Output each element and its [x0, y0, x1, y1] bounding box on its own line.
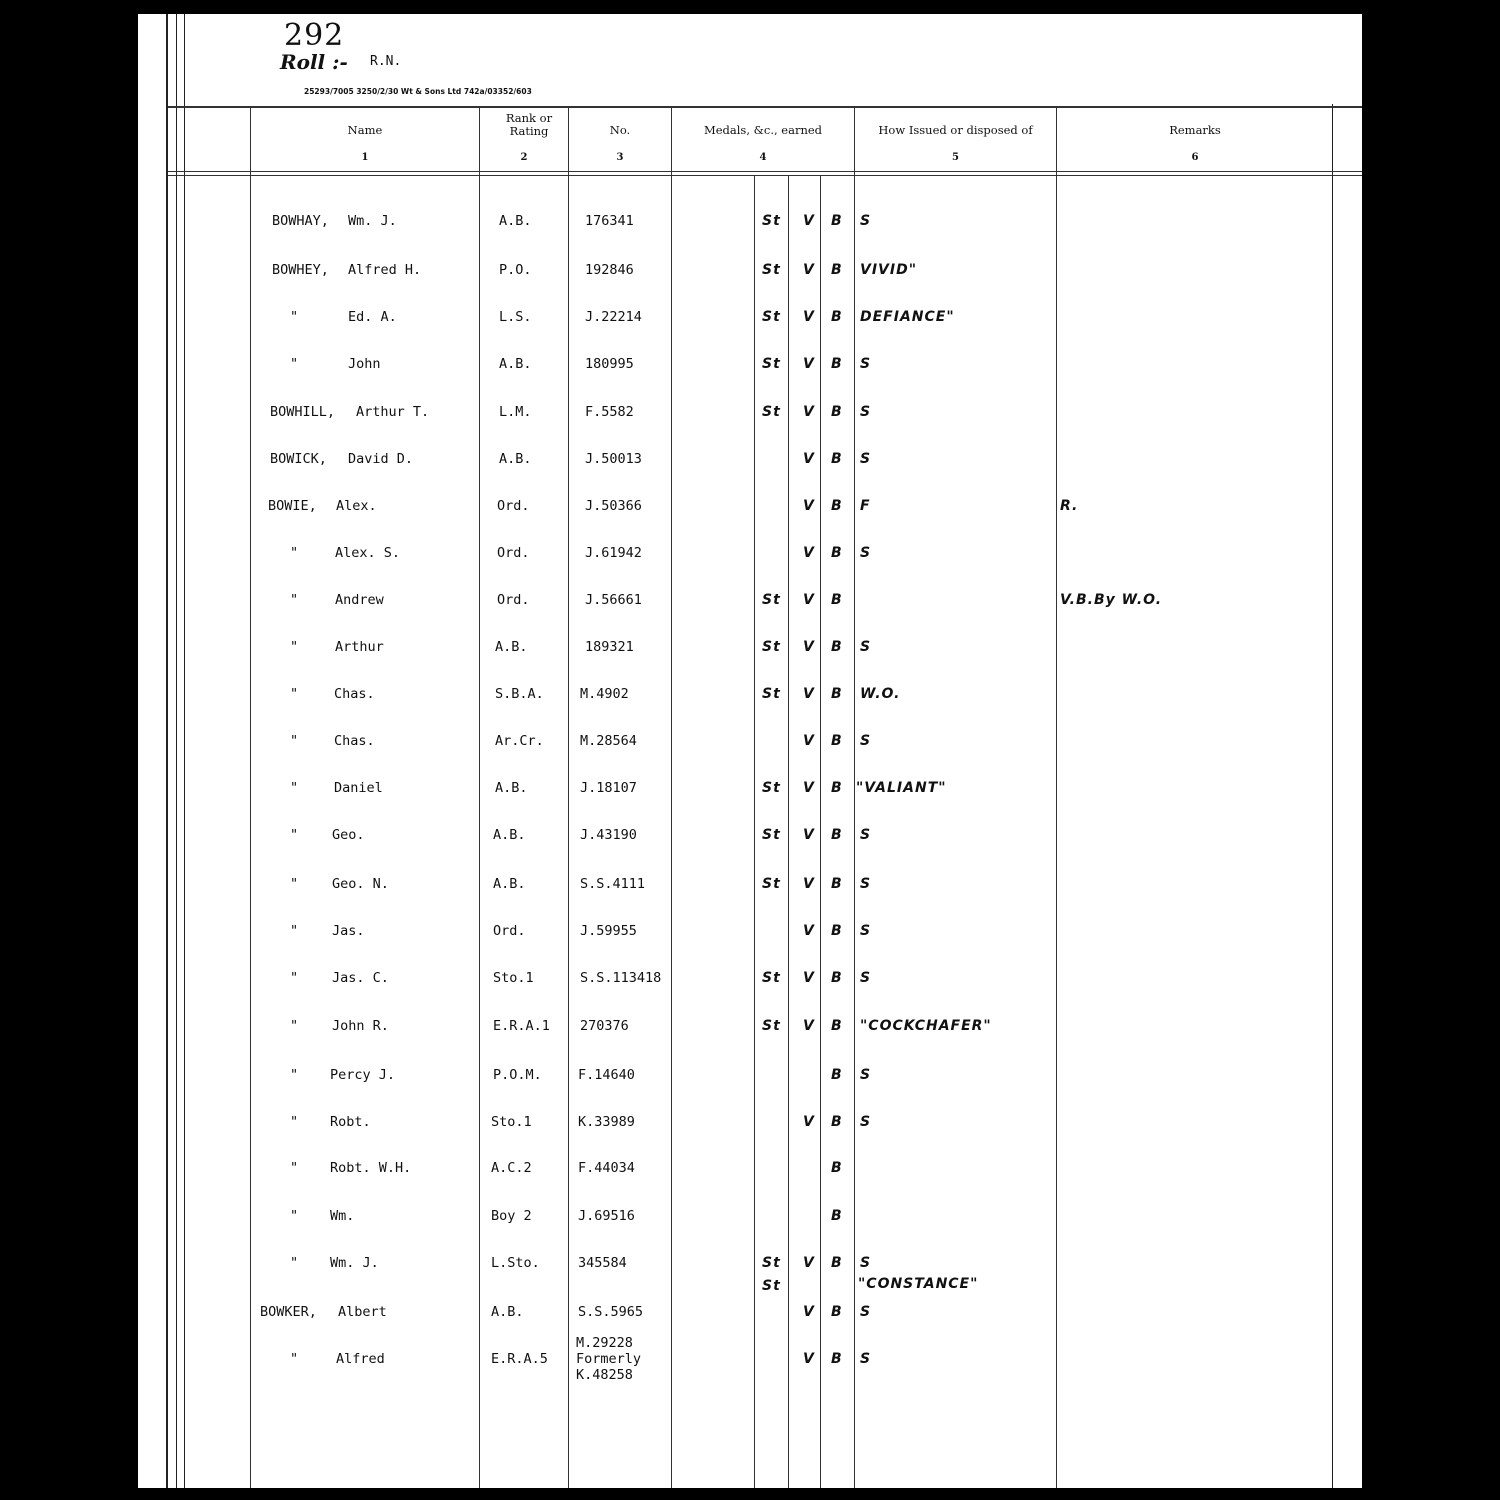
rank: Ord.	[493, 923, 526, 939]
forename: Arthur T.	[356, 404, 430, 420]
victory-medal: V	[803, 876, 815, 892]
victory-medal: V	[803, 1018, 815, 1034]
victory-medal: V	[803, 262, 815, 278]
british-medal: B	[831, 876, 843, 892]
issued-note: VIVID"	[860, 262, 918, 278]
table-row	[138, 1114, 1362, 1144]
british-medal: B	[831, 404, 843, 420]
surname: "	[290, 970, 299, 986]
victory-medal: V	[803, 213, 815, 229]
surname: "	[290, 639, 299, 655]
star-medal: St	[762, 1255, 781, 1271]
star-medal: St	[762, 1278, 781, 1294]
rank: A.B.	[495, 639, 528, 655]
table-row	[138, 686, 1362, 716]
star-medal: St	[762, 970, 781, 986]
british-medal: B	[831, 498, 843, 514]
forename: Jas.	[332, 923, 365, 939]
british-medal: B	[831, 923, 843, 939]
victory-medal: V	[803, 451, 815, 467]
rank: Ar.Cr.	[495, 733, 544, 749]
issued-note: S	[860, 451, 872, 467]
issued-note: S	[860, 1351, 872, 1367]
victory-medal: V	[803, 686, 815, 702]
issued-note: S	[860, 213, 872, 229]
col-name-title: Name	[347, 123, 383, 137]
issued-note: S	[860, 1067, 872, 1083]
col-name-number: 1	[361, 152, 369, 163]
service-number: J.50366	[585, 498, 642, 514]
british-medal: B	[831, 1067, 843, 1083]
british-medal: B	[831, 262, 843, 278]
roll-label: Roll :-	[280, 50, 348, 74]
service-number: J.61942	[585, 545, 642, 561]
forename: Geo. N.	[332, 876, 389, 892]
forename: Wm.	[330, 1208, 355, 1224]
surname: "	[290, 545, 299, 561]
table-row	[138, 1067, 1362, 1097]
british-medal: B	[831, 592, 843, 608]
issued-note: S	[860, 1304, 872, 1320]
col-rank-number: 2	[520, 152, 528, 163]
rank: L.S.	[499, 309, 532, 325]
forename: Chas.	[334, 733, 375, 749]
forename: Robt.	[330, 1114, 371, 1130]
british-medal: B	[831, 1351, 843, 1367]
forename: Andrew	[335, 592, 384, 608]
remarks-note: R.	[1060, 498, 1079, 514]
star-medal: St	[762, 309, 781, 325]
table-row	[138, 733, 1362, 763]
service-number: J.59955	[580, 923, 637, 939]
table-row	[138, 592, 1362, 622]
rank: L.M.	[499, 404, 532, 420]
col-medals-title: Medals, &c., earned	[703, 123, 823, 137]
table-row	[138, 498, 1362, 528]
table-row	[138, 1335, 1362, 1383]
table-row	[138, 780, 1362, 810]
british-medal: B	[831, 733, 843, 749]
service-number: J.43190	[580, 827, 637, 843]
service-number: S.S.113418	[580, 970, 662, 986]
service-number: J.56661	[585, 592, 642, 608]
remarks-note: V.B.By W.O.	[1060, 592, 1163, 608]
british-medal: B	[831, 970, 843, 986]
forename: Alfred H.	[348, 262, 422, 278]
forename: John R.	[332, 1018, 389, 1034]
surname: "	[290, 876, 299, 892]
forename: Wm. J.	[348, 213, 397, 229]
forename: Geo.	[332, 827, 365, 843]
issued-note: S	[860, 1255, 872, 1271]
service-number: J.50013	[585, 451, 642, 467]
service-number: 176341	[585, 213, 634, 229]
table-row	[138, 545, 1362, 575]
col-medals-number: 4	[759, 152, 767, 163]
table-row	[138, 213, 1362, 243]
issued-note: S	[860, 876, 872, 892]
col-issued-title: How Issued or disposed of	[878, 123, 1033, 137]
surname: "	[290, 923, 299, 939]
rank: E.R.A.5	[491, 1351, 548, 1367]
service-number: M.4902	[580, 686, 629, 702]
service-number: 189321	[585, 639, 634, 655]
table-row	[138, 1208, 1362, 1238]
forename: Ed. A.	[348, 309, 397, 325]
table-top-rule	[168, 106, 1362, 108]
rank: A.B.	[499, 213, 532, 229]
service-number: M.29228	[576, 1335, 633, 1351]
service-number: 180995	[585, 356, 634, 372]
issued-note: S	[860, 356, 872, 372]
star-medal: St	[762, 1018, 781, 1034]
surname: "	[290, 356, 299, 372]
issued-note: S	[860, 404, 872, 420]
table-row	[138, 262, 1362, 292]
british-medal: B	[831, 309, 843, 325]
british-medal: B	[831, 451, 843, 467]
surname: "	[290, 1255, 299, 1271]
table-row	[138, 1018, 1362, 1048]
surname: BOWHAY,	[272, 213, 329, 229]
service-number: S.S.4111	[580, 876, 646, 892]
forename: Percy J.	[330, 1067, 396, 1083]
surname: "	[290, 1351, 299, 1367]
surname: BOWKER,	[260, 1304, 317, 1320]
table-row	[138, 404, 1362, 434]
british-medal: B	[831, 639, 843, 655]
service-number: S.S.5965	[578, 1304, 644, 1320]
surname: "	[290, 1018, 299, 1034]
service-number: K.33989	[578, 1114, 635, 1130]
roll-sheet	[138, 14, 1362, 1488]
surname: "	[290, 780, 299, 796]
forename: David D.	[348, 451, 414, 467]
victory-medal: V	[803, 827, 815, 843]
table-row	[138, 827, 1362, 857]
rank: A.C.2	[491, 1160, 532, 1176]
issued-note: S	[860, 923, 872, 939]
service-number: J.22214	[585, 309, 642, 325]
surname: "	[290, 1208, 299, 1224]
rank: Sto.1	[493, 970, 534, 986]
rank: L.Sto.	[491, 1255, 540, 1271]
forename: Daniel	[334, 780, 383, 796]
british-medal: B	[831, 1114, 843, 1130]
forename: Albert	[338, 1304, 387, 1320]
victory-medal: V	[803, 309, 815, 325]
issued-note: S	[860, 827, 872, 843]
surname: "	[290, 592, 299, 608]
issued-note: F	[860, 498, 871, 514]
rank: A.B.	[499, 451, 532, 467]
british-medal: B	[831, 1208, 843, 1224]
star-medal: St	[762, 213, 781, 229]
victory-medal: V	[803, 1304, 815, 1320]
rank: A.B.	[499, 356, 532, 372]
rank: Ord.	[497, 498, 530, 514]
table-row	[138, 970, 1362, 1000]
star-medal: St	[762, 780, 781, 796]
issued-note: W.O.	[860, 686, 901, 702]
table-row	[138, 876, 1362, 906]
british-medal: B	[831, 356, 843, 372]
forename: Jas. C.	[332, 970, 389, 986]
star-medal: St	[762, 827, 781, 843]
rank: P.O.	[499, 262, 532, 278]
star-medal: St	[762, 404, 781, 420]
issued-note: S	[860, 733, 872, 749]
service-number-note: Formerly	[576, 1351, 642, 1367]
table-row	[138, 451, 1362, 481]
british-medal: B	[831, 780, 843, 796]
surname: BOWIE,	[268, 498, 317, 514]
table-row	[138, 1160, 1362, 1190]
forename: Alfred	[336, 1351, 385, 1367]
col-remarks-title: Remarks	[1169, 123, 1221, 137]
victory-medal: V	[803, 592, 815, 608]
surname: "	[290, 1114, 299, 1130]
rank: Boy 2	[491, 1208, 532, 1224]
printer-line: 25293/7005 3250/2/30 Wt & Sons Ltd 742a/03352/603	[304, 87, 532, 96]
issued-note: DEFIANCE"	[860, 309, 955, 325]
service-number: F.14640	[578, 1067, 635, 1083]
issued-note: "VALIANT"	[856, 780, 947, 796]
victory-medal: V	[803, 639, 815, 655]
victory-medal: V	[803, 733, 815, 749]
rank: Ord.	[497, 545, 530, 561]
rank: A.B.	[493, 876, 526, 892]
victory-medal: V	[803, 780, 815, 796]
col-issued-number: 5	[952, 152, 959, 163]
surname: BOWHEY,	[272, 262, 329, 278]
service-number: F.44034	[578, 1160, 635, 1176]
col-rank-title: Rank or Rating	[505, 111, 553, 138]
victory-medal: V	[803, 545, 815, 561]
british-medal: B	[831, 1304, 843, 1320]
rank: A.B.	[495, 780, 528, 796]
star-medal: St	[762, 686, 781, 702]
surname: "	[290, 733, 299, 749]
surname: "	[290, 827, 299, 843]
table-row	[138, 356, 1362, 386]
forename: Chas.	[334, 686, 375, 702]
service-number: M.28564	[580, 733, 637, 749]
surname: "	[290, 1067, 299, 1083]
british-medal: B	[831, 827, 843, 843]
header-rule	[168, 175, 1362, 176]
service-number: J.69516	[578, 1208, 635, 1224]
victory-medal: V	[803, 498, 815, 514]
surname: "	[290, 686, 299, 702]
surname: "	[290, 1160, 299, 1176]
rank: A.B.	[491, 1304, 524, 1320]
surname: BOWICK,	[270, 451, 327, 467]
forename: Arthur	[335, 639, 384, 655]
issued-note: S	[860, 1114, 872, 1130]
service-number-former: K.48258	[576, 1367, 633, 1383]
issued-note: S	[860, 545, 872, 561]
issued-note: "COCKCHAFER"	[860, 1018, 992, 1034]
issued-note: S	[860, 639, 872, 655]
rank: A.B.	[493, 827, 526, 843]
service-number: F.5582	[585, 404, 634, 420]
british-medal: B	[831, 1018, 843, 1034]
british-medal: B	[831, 1160, 843, 1176]
victory-medal: V	[803, 923, 815, 939]
forename: Robt. W.H.	[330, 1160, 412, 1176]
victory-medal: V	[803, 356, 815, 372]
table-row	[138, 1255, 1362, 1285]
issued-note-ship: "CONSTANCE"	[858, 1276, 979, 1292]
star-medal: St	[762, 262, 781, 278]
victory-medal: V	[803, 1255, 815, 1271]
table-row	[138, 1276, 1362, 1334]
col-no-number: 3	[616, 152, 624, 163]
table-row	[138, 923, 1362, 953]
star-medal: St	[762, 356, 781, 372]
service-label: R.N.	[370, 54, 402, 69]
surname: BOWHILL,	[270, 404, 336, 420]
service-number: 345584	[578, 1255, 627, 1271]
british-medal: B	[831, 545, 843, 561]
forename: Wm. J.	[330, 1255, 379, 1271]
surname: "	[290, 309, 299, 325]
rank: Sto.1	[491, 1114, 532, 1130]
british-medal: B	[831, 686, 843, 702]
rank: E.R.A.1	[493, 1018, 550, 1034]
victory-medal: V	[803, 404, 815, 420]
victory-medal: V	[803, 1351, 815, 1367]
service-number: 192846	[585, 262, 634, 278]
star-medal: St	[762, 639, 781, 655]
table-row	[138, 309, 1362, 339]
header-rule	[168, 171, 1362, 172]
service-number: J.18107	[580, 780, 637, 796]
victory-medal: V	[803, 970, 815, 986]
star-medal: St	[762, 592, 781, 608]
page-number: 292	[284, 18, 345, 53]
rank: P.O.M.	[493, 1067, 542, 1083]
victory-medal: V	[803, 1114, 815, 1130]
issued-note: S	[860, 970, 872, 986]
forename: Alex. S.	[335, 545, 401, 561]
rank: Ord.	[497, 592, 530, 608]
col-no-title: No.	[609, 123, 631, 137]
forename: John	[348, 356, 381, 372]
table-row	[138, 639, 1362, 669]
british-medal: B	[831, 213, 843, 229]
star-medal: St	[762, 876, 781, 892]
col-remarks-number: 6	[1191, 152, 1199, 163]
rank: S.B.A.	[495, 686, 544, 702]
forename: Alex.	[336, 498, 377, 514]
british-medal: B	[831, 1255, 843, 1271]
service-number: 270376	[580, 1018, 629, 1034]
